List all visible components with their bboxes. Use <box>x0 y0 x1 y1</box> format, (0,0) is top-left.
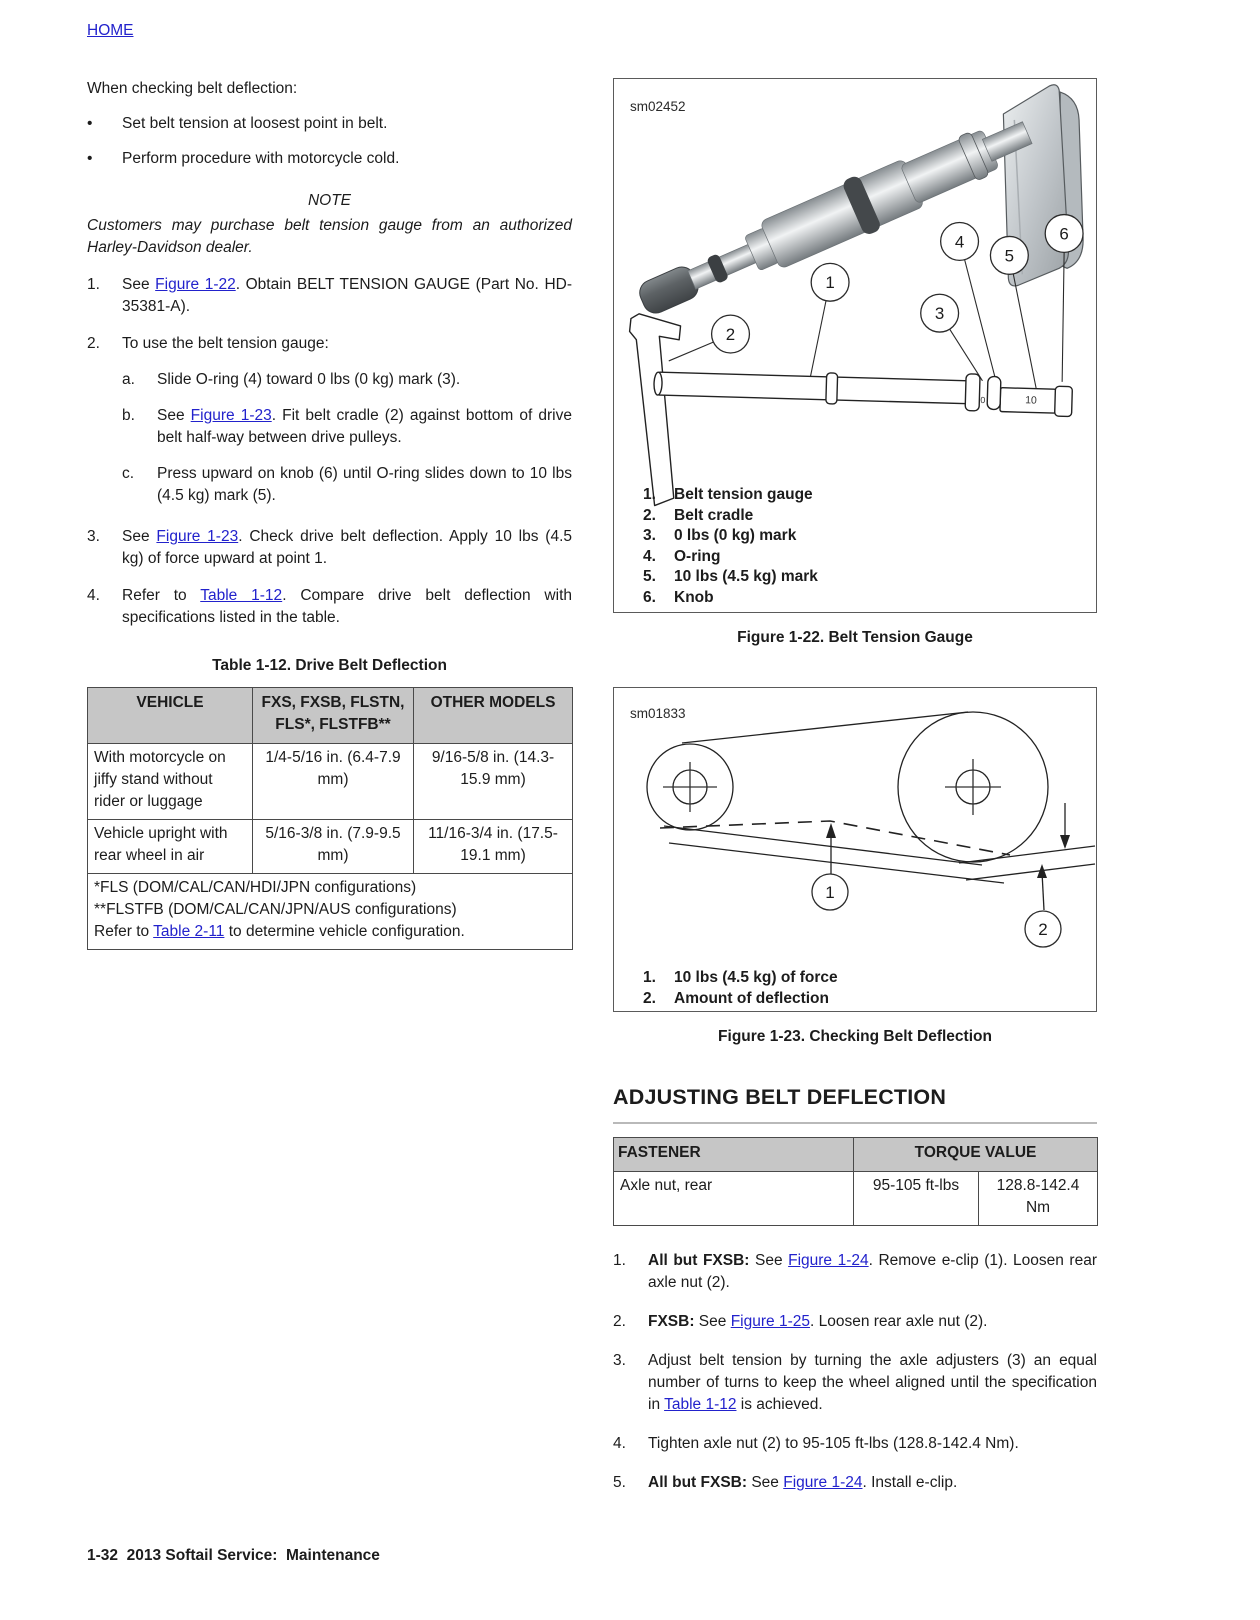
legend-number: 1. <box>643 486 656 503</box>
step-text <box>122 585 572 629</box>
figure-image-code: sm02452 <box>630 99 686 114</box>
step-number: 1. <box>87 276 100 293</box>
text-run: See <box>122 276 156 293</box>
callout-6 <box>1045 215 1083 253</box>
figure-legend <box>643 967 838 1009</box>
cross-reference-link[interactable]: Table 1-12 <box>664 1395 737 1413</box>
text-run: See <box>747 1473 784 1491</box>
table-row <box>88 744 573 820</box>
bullet-text: Set belt tension at loosest point in belt. <box>122 115 388 132</box>
table-row <box>88 820 573 874</box>
table-title: Table 1-12. Drive Belt Deflection <box>212 657 447 674</box>
substep-text <box>157 405 572 449</box>
belt-cradle-shape <box>625 314 681 507</box>
text-run: Adjust belt tension by turning the axle adjusters (3) an equal number of turns to keep the wheel aligned until the specification in <box>648 1351 1097 1413</box>
table-cell: Vehicle upright with rear wheel in air <box>88 820 253 874</box>
text-run: Refer to <box>122 587 201 604</box>
legend-label: Amount of deflection <box>674 990 829 1007</box>
legend-number: 2. <box>643 990 656 1007</box>
column-header: FXS, FXSB, FLSTN, FLS*, FLSTFB** <box>253 688 414 744</box>
figure-legend <box>643 485 818 609</box>
cross-reference-link[interactable]: Figure 1-24 <box>783 1473 863 1491</box>
substep-letter: b. <box>122 407 135 424</box>
step-item <box>613 1472 1097 1494</box>
callout-3 <box>921 294 959 332</box>
step-number: 1. <box>613 1251 626 1269</box>
gauge-flange <box>965 374 980 411</box>
legend-item <box>643 567 818 588</box>
table-cell: 5/16-3/8 in. (7.9-9.5 mm) <box>253 820 414 874</box>
legend-item <box>643 588 818 609</box>
legend-number: 4. <box>643 547 656 565</box>
belt-bottom-run <box>664 826 982 865</box>
legend-number: 5. <box>643 568 656 586</box>
legend-number: 6. <box>643 588 656 606</box>
drive-belt-deflection-table <box>87 687 573 950</box>
step-item <box>613 1350 1097 1416</box>
legend-label: 10 lbs (4.5 kg) of force <box>674 969 838 986</box>
intro-text: When checking belt deflection: <box>87 80 298 97</box>
bullet-glyph: • <box>87 115 93 132</box>
step-item <box>613 1250 1097 1294</box>
footnote-line <box>94 899 566 921</box>
legend-label: Knob <box>674 588 714 606</box>
substep-item <box>122 369 572 391</box>
callout-1 <box>811 263 849 301</box>
step-item <box>87 585 572 629</box>
table-footnotes <box>88 874 573 950</box>
substep-letter: a. <box>122 371 135 388</box>
svg-text:1: 1 <box>825 273 835 293</box>
table-row <box>614 1171 1098 1225</box>
callout-1 <box>812 874 848 910</box>
text-run: to determine vehicle configuration. <box>224 923 465 940</box>
text-run: . Remove e-clip (1). Loosen rear axle nut (2). <box>648 1251 1097 1291</box>
callout-2 <box>1025 911 1061 947</box>
table-cell: Axle nut, rear <box>614 1171 854 1225</box>
left-column <box>87 78 572 950</box>
ten-mark-label: 10 <box>1025 395 1037 407</box>
cross-reference-link[interactable]: Figure 1-25 <box>730 1312 810 1330</box>
step-number: 4. <box>87 587 100 604</box>
step-number: 2. <box>613 1312 626 1330</box>
figure-caption: Figure 1-23. Checking Belt Deflection <box>718 1028 992 1045</box>
text-run: See <box>157 407 191 424</box>
right-column <box>613 78 1097 1494</box>
step-number: 5. <box>613 1473 626 1491</box>
adjusting-steps <box>613 1250 1097 1494</box>
bold-text: All but FXSB: <box>648 1473 748 1491</box>
table-cell: 1/4-5/16 in. (6.4-7.9 mm) <box>253 744 414 820</box>
gauge-barrel <box>760 159 925 270</box>
text-run: See <box>122 528 157 545</box>
table-cell: 95-105 ft-lbs <box>854 1171 979 1225</box>
substep-text <box>157 369 572 391</box>
text-run: *FLS (DOM/CAL/CAN/HDI/JPN configurations) <box>94 879 417 896</box>
table-cell: 11/16-3/4 in. (17.5-19.1 mm) <box>414 820 573 874</box>
svg-text:2: 2 <box>1038 920 1048 939</box>
step-item <box>613 1311 1097 1333</box>
svg-text:6: 6 <box>1059 224 1069 244</box>
text-run: . Check drive belt deflection. Apply 10 lbs (4.5 kg) of force upward at point 1. <box>122 528 573 567</box>
text-run: . Loosen rear axle nut (2). <box>809 1312 988 1330</box>
note-text: Customers may purchase belt tension gauge from an authorized Harley-Davidson dealer. <box>87 217 572 256</box>
svg-text:4: 4 <box>954 232 965 252</box>
legend-item <box>643 506 818 527</box>
legend-label: O-ring <box>674 547 721 565</box>
text-run: Refer to <box>94 923 154 940</box>
svg-text:3: 3 <box>934 304 945 324</box>
footnote-line <box>94 921 566 943</box>
substep-letter: c. <box>122 465 135 482</box>
svg-text:5: 5 <box>1004 246 1015 266</box>
note-heading: NOTE <box>307 192 352 209</box>
step-number: 3. <box>87 528 100 545</box>
substep-item <box>122 463 572 507</box>
footnote-line <box>94 877 566 899</box>
step-item <box>613 1433 1097 1455</box>
substep-item <box>122 405 572 449</box>
cross-reference-link[interactable]: Table 2-11 <box>153 923 225 940</box>
legend-number: 2. <box>643 506 656 524</box>
legend-label: 0 lbs (0 kg) mark <box>674 527 797 545</box>
bold-text: FXSB: <box>648 1312 695 1330</box>
svg-text:1: 1 <box>825 883 835 902</box>
legend-label: Belt cradle <box>674 506 754 524</box>
section-heading: ADJUSTING BELT DEFLECTION <box>613 1082 1097 1124</box>
bold-text: All but FXSB: <box>648 1251 750 1269</box>
callout-2 <box>712 315 750 353</box>
torque-value-table <box>613 1137 1098 1226</box>
table-header-row <box>614 1137 1098 1171</box>
legend-item <box>643 988 838 1009</box>
column-header: OTHER MODELS <box>414 688 573 744</box>
column-header: TORQUE VALUE <box>854 1137 1098 1171</box>
svg-text:2: 2 <box>725 325 736 345</box>
gauge-knob-outline <box>1055 386 1073 416</box>
step-text <box>648 1250 1097 1294</box>
bullet-text: Perform procedure with motorcycle cold. <box>122 150 400 167</box>
cross-reference-link[interactable]: Figure 1-23 <box>190 407 272 424</box>
checking-belt-deflection-illustration <box>614 688 1096 1011</box>
column-header: FASTENER <box>614 1137 854 1171</box>
callout-5 <box>990 236 1028 274</box>
table-cell: With motorcycle on jiffy stand without rider or luggage <box>88 744 253 820</box>
text-run: . Install e-clip. <box>862 1473 958 1491</box>
legend-number: 1. <box>643 969 656 986</box>
text-run: . Fit belt cradle (2) against bottom of drive belt half-way between drive pulleys. <box>157 407 572 446</box>
pulleys-and-belt <box>647 712 1095 883</box>
gauge-mid-ring <box>826 373 838 404</box>
step-number: 3. <box>613 1351 626 1369</box>
text-run: is achieved. <box>736 1395 823 1413</box>
home-link[interactable]: HOME <box>87 22 134 39</box>
table-header-row <box>88 688 573 744</box>
step-number: 2. <box>87 335 100 352</box>
bullet-glyph: • <box>87 150 93 167</box>
legend-label: Belt tension gauge <box>674 486 813 503</box>
step-item <box>87 333 572 355</box>
column-header: VEHICLE <box>88 688 253 744</box>
bullet-item <box>87 148 572 170</box>
step-item <box>87 526 572 570</box>
step-text <box>122 274 572 318</box>
gauge-barrel-outline <box>658 372 975 404</box>
step-text <box>648 1350 1097 1416</box>
text-run: See <box>749 1251 789 1269</box>
legend-item <box>643 547 818 568</box>
step-text <box>648 1433 1097 1455</box>
cross-reference-link[interactable]: Figure 1-22 <box>155 276 236 293</box>
belt-top-run <box>682 712 968 743</box>
callouts <box>812 874 1061 947</box>
text-run: To use the belt tension gauge: <box>122 335 329 352</box>
text-run: Tighten axle nut (2) to 95-105 ft-lbs (128.8-142.4 Nm). <box>648 1434 1019 1452</box>
two-column-layout <box>87 78 1097 1494</box>
text-run: **FLSTFB (DOM/CAL/CAN/JPN/AUS configurations) <box>94 901 457 918</box>
table-cell: 128.8-142.4 Nm <box>979 1171 1098 1225</box>
step-text <box>122 333 572 355</box>
table-footnote-row <box>88 874 573 950</box>
page-footer: 1-32 2013 Softail Service: Maintenance <box>87 1547 380 1564</box>
figure-caption: Figure 1-22. Belt Tension Gauge <box>737 629 973 646</box>
arrows <box>826 803 1070 910</box>
gauge-o-ring-outline <box>987 376 1001 409</box>
legend-item <box>643 967 838 988</box>
legend-number: 3. <box>643 527 656 545</box>
step-number: 4. <box>613 1434 626 1452</box>
substep-text <box>157 463 572 507</box>
text-run: Slide O-ring (4) toward 0 lbs (0 kg) mark (3). <box>157 371 461 388</box>
bullet-item <box>87 113 572 135</box>
figure-1-22-box <box>613 78 1097 613</box>
cross-reference-link[interactable]: Table 1-12 <box>200 587 283 604</box>
cross-reference-link[interactable]: Figure 1-24 <box>788 1251 869 1269</box>
figure-image-code: sm01833 <box>630 706 686 721</box>
zero-mark-label: 0 <box>980 395 986 406</box>
step-item <box>87 274 572 318</box>
step-text <box>648 1311 1097 1333</box>
text-run: See <box>694 1312 731 1330</box>
table-cell: 9/16-5/8 in. (14.3-15.9 mm) <box>414 744 573 820</box>
callout-4 <box>941 223 979 261</box>
text-run: Press upward on knob (6) until O-ring slides down to 10 lbs (4.5 kg) mark (5). <box>157 465 572 504</box>
step-text <box>648 1472 1097 1494</box>
text-run: . Compare drive belt deflection with specifications listed in the table. <box>122 587 572 626</box>
step-text <box>122 526 572 570</box>
legend-item <box>643 485 818 506</box>
text-run: . Obtain BELT TENSION GAUGE (Part No. HD-35381-A). <box>122 276 572 315</box>
legend-label: 10 lbs (4.5 kg) mark <box>674 568 818 586</box>
figure-1-23-box <box>613 687 1097 1012</box>
legend-item <box>643 526 818 547</box>
cross-reference-link[interactable]: Figure 1-23 <box>156 528 239 545</box>
